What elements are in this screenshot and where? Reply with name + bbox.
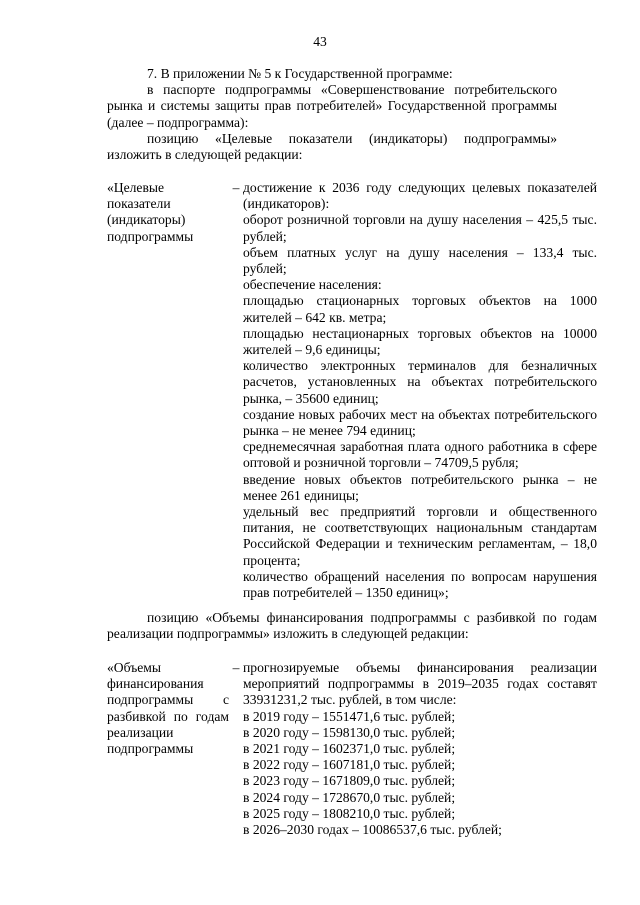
mid-paragraph: позицию «Объемы финансирования подпрограммы с разбивкой по годам реализации подпрограммы» изложить в следующей редакции: [107, 610, 597, 642]
target-item: объем платных услуг на душу населения – 133,4 тыс. рублей; [243, 244, 597, 277]
targets-label: «Целевые показатели (индикаторы) подпрограммы [107, 180, 194, 244]
target-item: среднемесячная заработная плата одного работника в сфере оптовой и розничной торговли – 74709,5 рубля; [243, 439, 597, 471]
page-number: 43 [313, 34, 327, 49]
target-item: площадью нестационарных торговых объектов на 10000 жителей – 9,6 единицы; [243, 325, 597, 358]
financing-item: в 2025 году – 1808210,0 тыс. рублей; [243, 805, 456, 821]
intro-section [107, 66, 557, 163]
financing-item: в 2019 году – 1551471,6 тыс. рублей; [243, 708, 456, 724]
financing-item: в 2021 году – 1602371,0 тыс. рублей; [243, 741, 456, 757]
target-item: удельный вес предприятий торговли и общественного питания, не соответствующих национальным стандартам Российской Федерации и техническим регламентам, – 18,0 процента; [243, 504, 597, 568]
target-item: достижение к 2036 году следующих целевых показателей (индикаторов): [243, 180, 597, 212]
target-item: обеспечение населения: [243, 277, 382, 293]
mid-section [107, 610, 597, 642]
targets-row [107, 180, 597, 601]
financing-item: в 2020 году – 1598130,0 тыс. рублей; [243, 724, 456, 740]
targets-position [107, 180, 597, 601]
target-item: количество электронных терминалов для безналичных расчетов, установленных на объектах потребительского рынка, – 35600 единиц; [243, 358, 597, 406]
target-item: оборот розничной торговли на душу населения – 425,5 тыс. рублей; [243, 212, 597, 244]
financing-item: в 2026–2030 годах – 10086537,6 тыс. рублей; [243, 822, 502, 838]
targets-dash: – [232, 180, 240, 195]
financing-item: в 2023 году – 1671809,0 тыс. рублей; [243, 773, 456, 789]
financing-dash: – [232, 660, 240, 675]
financing-row [107, 660, 597, 838]
financing-item: в 2024 году – 1728670,0 тыс. рублей; [243, 789, 456, 805]
target-item: создание новых рабочих мест на объектах потребительского рынка – не менее 794 единиц; [243, 406, 597, 439]
target-item: площадью стационарных торговых объектов на 1000 жителей – 642 кв. метра; [243, 293, 597, 325]
financing-item: в 2022 году – 1607181,0 тыс. рублей; [243, 757, 456, 773]
financing-content [243, 660, 597, 838]
intro-paragraph-2: в паспорте подпрограммы «Совершенствование потребительского рынка и системы защиты прав потребителей» Государственной программы (далее – подпрограмма): [107, 82, 557, 130]
intro-paragraph-1: 7. В приложении № 5 к Государственной программе: [147, 66, 453, 81]
target-item: количество обращений населения по вопросам нарушения прав потребителей – 1350 единиц»; [243, 568, 597, 601]
financing-label: «Объемы финансирования подпрограммы с разбивкой по годам реализации подпрограммы [107, 660, 229, 757]
financing-position [107, 660, 597, 838]
intro-paragraph-3: позицию «Целевые показатели (индикаторы) подпрограммы» изложить в следующей редакции: [107, 130, 557, 163]
targets-content [243, 180, 597, 601]
financing-item: прогнозируемые объемы финансирования реализации мероприятий подпрограммы в 2019–2035 годах составят 33931231,2 тыс. рублей, в том числе: [243, 660, 597, 708]
target-item: введение новых объектов потребительского рынка – не менее 261 единицы; [243, 471, 597, 503]
